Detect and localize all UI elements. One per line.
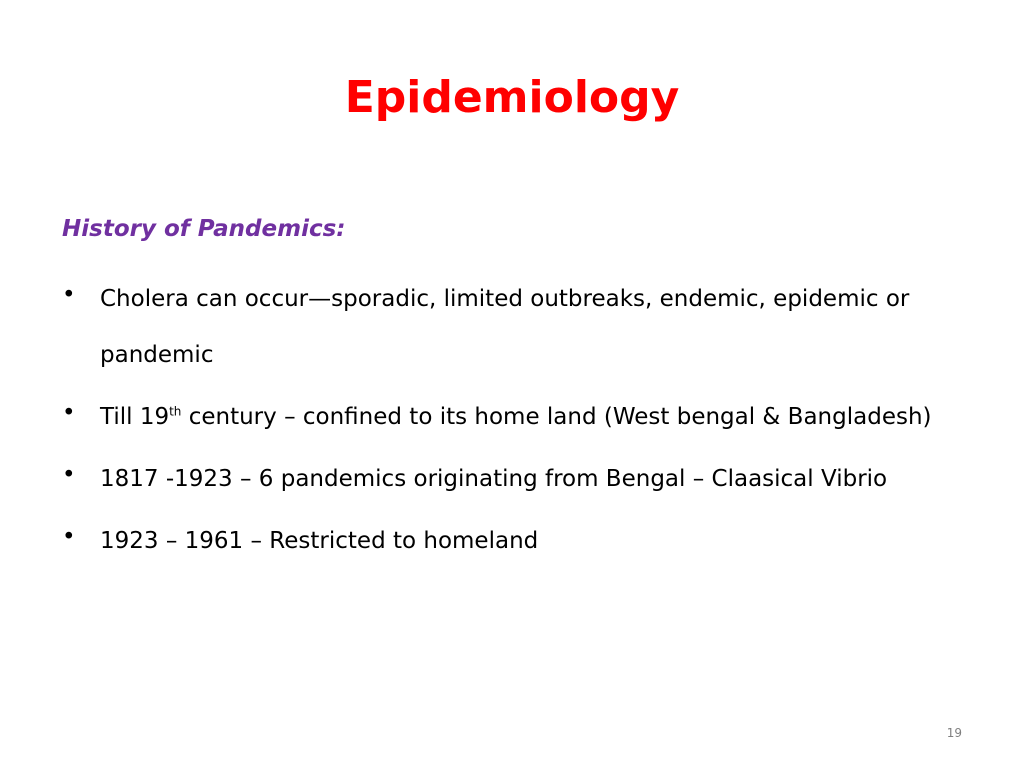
bullet-text: 1817 -1923 – 6 pandemics originating from Bengal – Claasical Vibrio	[100, 466, 888, 492]
bullet-icon: •	[62, 400, 76, 426]
slide-title: Epidemiology	[344, 72, 680, 123]
superscript-suffix: th	[169, 404, 182, 419]
section-subheading: History of Pandemics:	[62, 216, 346, 242]
bullet-item	[62, 389, 982, 445]
bullet-text: 1923 – 1961 – Restricted to homeland	[100, 528, 539, 554]
bullet-text-start: Till 19	[100, 404, 170, 430]
bullet-item	[62, 513, 982, 569]
bullet-list	[62, 271, 982, 575]
bullet-icon: •	[62, 282, 76, 308]
bullet-item	[62, 451, 982, 507]
bullet-text-end: century – confined to its home land (West bengal & Bangladesh)	[181, 404, 932, 430]
bullet-icon: •	[62, 462, 76, 488]
page-number: 19	[946, 726, 962, 740]
bullet-icon: •	[62, 524, 76, 550]
bullet-text: Cholera can occur—sporadic, limited outbreaks, endemic, epidemic or pandemic	[100, 286, 910, 368]
bullet-item	[62, 271, 982, 383]
